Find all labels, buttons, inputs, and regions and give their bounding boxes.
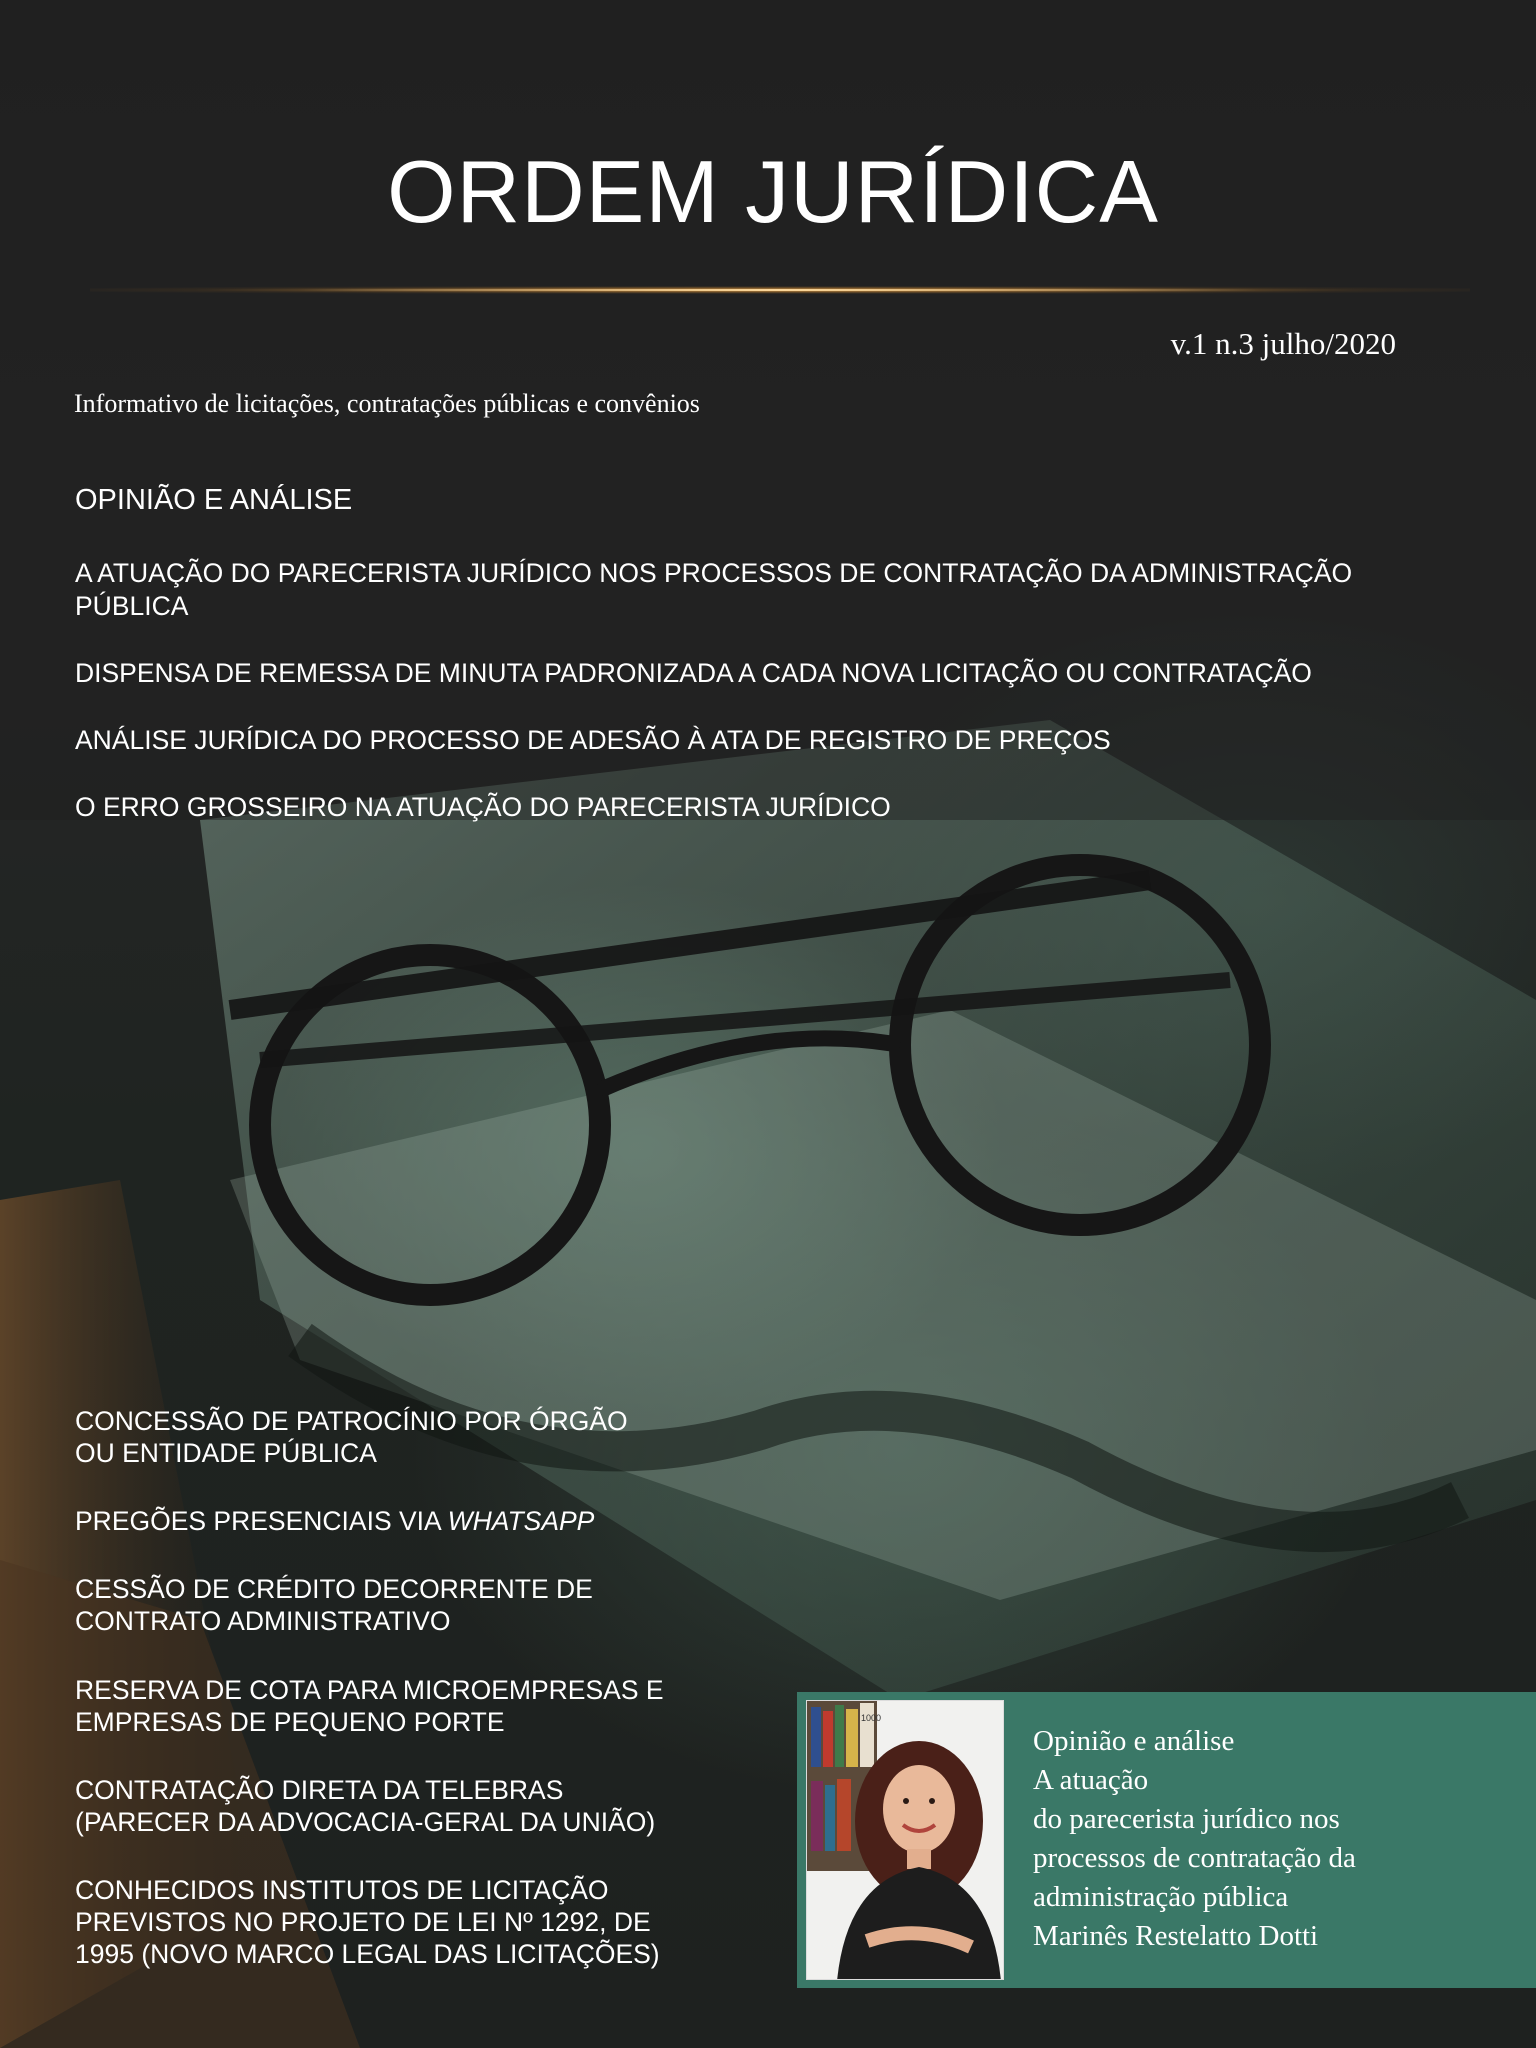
headline-erro-grosseiro: O ERRO GROSSEIRO NA ATUAÇÃO DO PARECERISTA JURÍDICO (75, 792, 891, 822)
bottom-item-institutos-line1: CONHECIDOS INSTITUTOS DE LICITAÇÃO (75, 1875, 609, 1905)
section-heading: OPINIÃO E ANÁLISE (75, 484, 353, 516)
feature-line-section: Opinião e análise (1033, 1725, 1235, 1757)
bottom-item-pregoes (75, 1505, 775, 1537)
bottom-item-cessao-line2: CONTRATO ADMINISTRATIVO (75, 1606, 451, 1636)
bottom-item-patrocinio-line1: CONCESSÃO DE PATROCÍNIO POR ÓRGÃO (75, 1406, 628, 1436)
headline-adesao-ata: ANÁLISE JURÍDICA DO PROCESSO DE ADESÃO À ATA DE REGISTRO DE PREÇOS (75, 725, 1111, 755)
book-spine-yellow (846, 1709, 858, 1767)
feature-line-title-3: processos de contratação da (1033, 1842, 1356, 1874)
bottom-item-institutos-line2: PREVISTOS NO PROJETO DE LEI Nº 1292, DE (75, 1907, 651, 1937)
author-face (883, 1765, 955, 1853)
book-spine-orange (837, 1779, 851, 1851)
masthead-title: ORDEM JURÍDICA (387, 142, 1159, 241)
whatsapp-label: WHATSAPP (447, 1506, 595, 1536)
feature-line-title-1: A atuação (1033, 1764, 1149, 1796)
author-neck (907, 1849, 931, 1869)
book-spine-red (823, 1711, 833, 1767)
book-label: 1000 (861, 1713, 882, 1723)
issue-info: v.1 n.3 julho/2020 (1170, 326, 1396, 361)
headline-parecerista-line1: A ATUAÇÃO DO PARECERISTA JURÍDICO NOS PROCESSOS DE CONTRATAÇÃO DA ADMINISTRAÇÃO (75, 558, 1353, 588)
subtitle: Informativo de licitações, contratações públicas e convênios (74, 389, 700, 418)
book-spine-green (835, 1705, 844, 1767)
feature-line-author: Marinês Restelatto Dotti (1033, 1920, 1319, 1952)
feature-line-title-2: do parecerista jurídico nos (1033, 1803, 1340, 1835)
headline-minuta: DISPENSA DE REMESSA DE MINUTA PADRONIZADA A CADA NOVA LICITAÇÃO OU CONTRATAÇÃO (75, 658, 1312, 688)
pregoes-label: PREGÕES PRESENCIAIS VIA (75, 1506, 448, 1536)
author-eye-right (929, 1798, 935, 1804)
author-eye-left (903, 1798, 909, 1804)
bottom-item-reserva-line2: EMPRESAS DE PEQUENO PORTE (75, 1707, 505, 1737)
bottom-item-cessao-line1: CESSÃO DE CRÉDITO DECORRENTE DE (75, 1574, 593, 1604)
book-spine-blue (811, 1707, 821, 1767)
author-body (837, 1867, 1001, 1980)
bottom-item-patrocinio-line2: OU ENTIDADE PÚBLICA (75, 1438, 377, 1468)
author-portrait-illustration (807, 1701, 1004, 1980)
book-spine-teal (825, 1785, 835, 1851)
bottom-item-telebras-line2: (PARECER DA ADVOCACIA-GERAL DA UNIÃO) (75, 1807, 656, 1837)
headline-parecerista-line2: PÚBLICA (75, 591, 189, 621)
bottom-item-telebras-line1: CONTRATAÇÃO DIRETA DA TELEBRAS (75, 1775, 564, 1805)
masthead-glow-line (300, 289, 1260, 291)
bottom-item-reserva-line1: RESERVA DE COTA PARA MICROEMPRESAS E (75, 1675, 664, 1705)
bottom-item-institutos-line3: 1995 (NOVO MARCO LEGAL DAS LICITAÇÕES) (75, 1939, 660, 1969)
book-spine-purple (811, 1781, 823, 1851)
author-photo (806, 1700, 1004, 1980)
feature-line-title-4: administração pública (1033, 1881, 1289, 1913)
